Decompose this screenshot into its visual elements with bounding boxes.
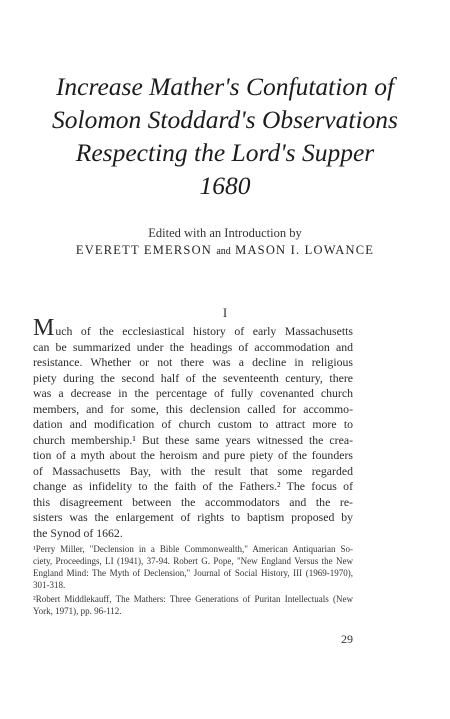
- body-line: this disagreement between the accommodators and the re-: [33, 494, 353, 509]
- footnote-line: 301-318.: [33, 580, 66, 590]
- body-line: members, and for some, this declension called for accommo-: [33, 401, 353, 416]
- body-line: was a decrease in the percentage of fully covenanted church: [33, 386, 353, 400]
- footnote-line: ¹Perry Miller, "Declension in a Bible Commonwealth," American Antiquarian So-: [33, 544, 353, 554]
- authors-conjunction: and: [216, 246, 231, 257]
- body-line: change as infidelity to the faith of the Fathers.² The focus of: [33, 479, 353, 493]
- footnote-line: ²Robert Middlekauff, The Mathers: Three Generations of Puritan Intellectuals (New: [33, 594, 353, 604]
- body-line: tion of a myth about the heroism and pure piety of the founders: [33, 448, 353, 462]
- footnote-line: England Mind: The Myth of Declension," Journal of Social History, III (1969-1970),: [33, 568, 353, 578]
- body-line: sisters was the enlargement of rights to baptism proposed by: [33, 510, 353, 524]
- section-number: I: [222, 305, 228, 320]
- body-line: of Massachusetts Bay, with the result that some regarded: [33, 463, 353, 478]
- article-title: [0, 70, 450, 202]
- author-name: MASON I. LOWANCE: [235, 243, 375, 257]
- footnote-line: ciety, Proceedings, LI (1941), 37-94. Robert G. Pope, "New England Versus the New: [33, 556, 353, 566]
- body-line: resistance. Whether or not there was a decline in religious: [33, 355, 353, 369]
- edited-by-line: Edited with an Introduction by: [148, 226, 302, 240]
- title-year: 1680: [199, 171, 251, 200]
- body-line: dation and modification of church custom to attract more to: [33, 417, 353, 431]
- author-name: EVERETT EMERSON: [75, 243, 213, 257]
- footnotes: [33, 543, 353, 619]
- footnote: [33, 543, 353, 591]
- body-line: can be summarized under the headings of accommodation and: [33, 339, 353, 354]
- body-line: piety during the second half of the seventeenth century, there: [33, 370, 353, 385]
- footnote-line: York, 1971), pp. 96-112.: [33, 606, 122, 616]
- authors-line: [0, 243, 450, 258]
- footnote: [33, 593, 353, 617]
- body-line: the Synod of 1662.: [33, 525, 123, 540]
- title-line: Respecting the Lord's Supper: [75, 138, 375, 167]
- drop-cap: M: [33, 315, 56, 341]
- page-number: 29: [341, 632, 353, 646]
- body-line: church membership.¹ But these same years witnessed the crea-: [33, 432, 353, 447]
- title-line: Solomon Stoddard's Observations: [52, 105, 398, 134]
- body-line-text: uch of the ecclesiastical history of early Massachusetts: [55, 324, 353, 338]
- body-line: [33, 315, 353, 341]
- title-line: Increase Mather's Confutation of: [55, 72, 395, 101]
- body-text: [33, 315, 353, 541]
